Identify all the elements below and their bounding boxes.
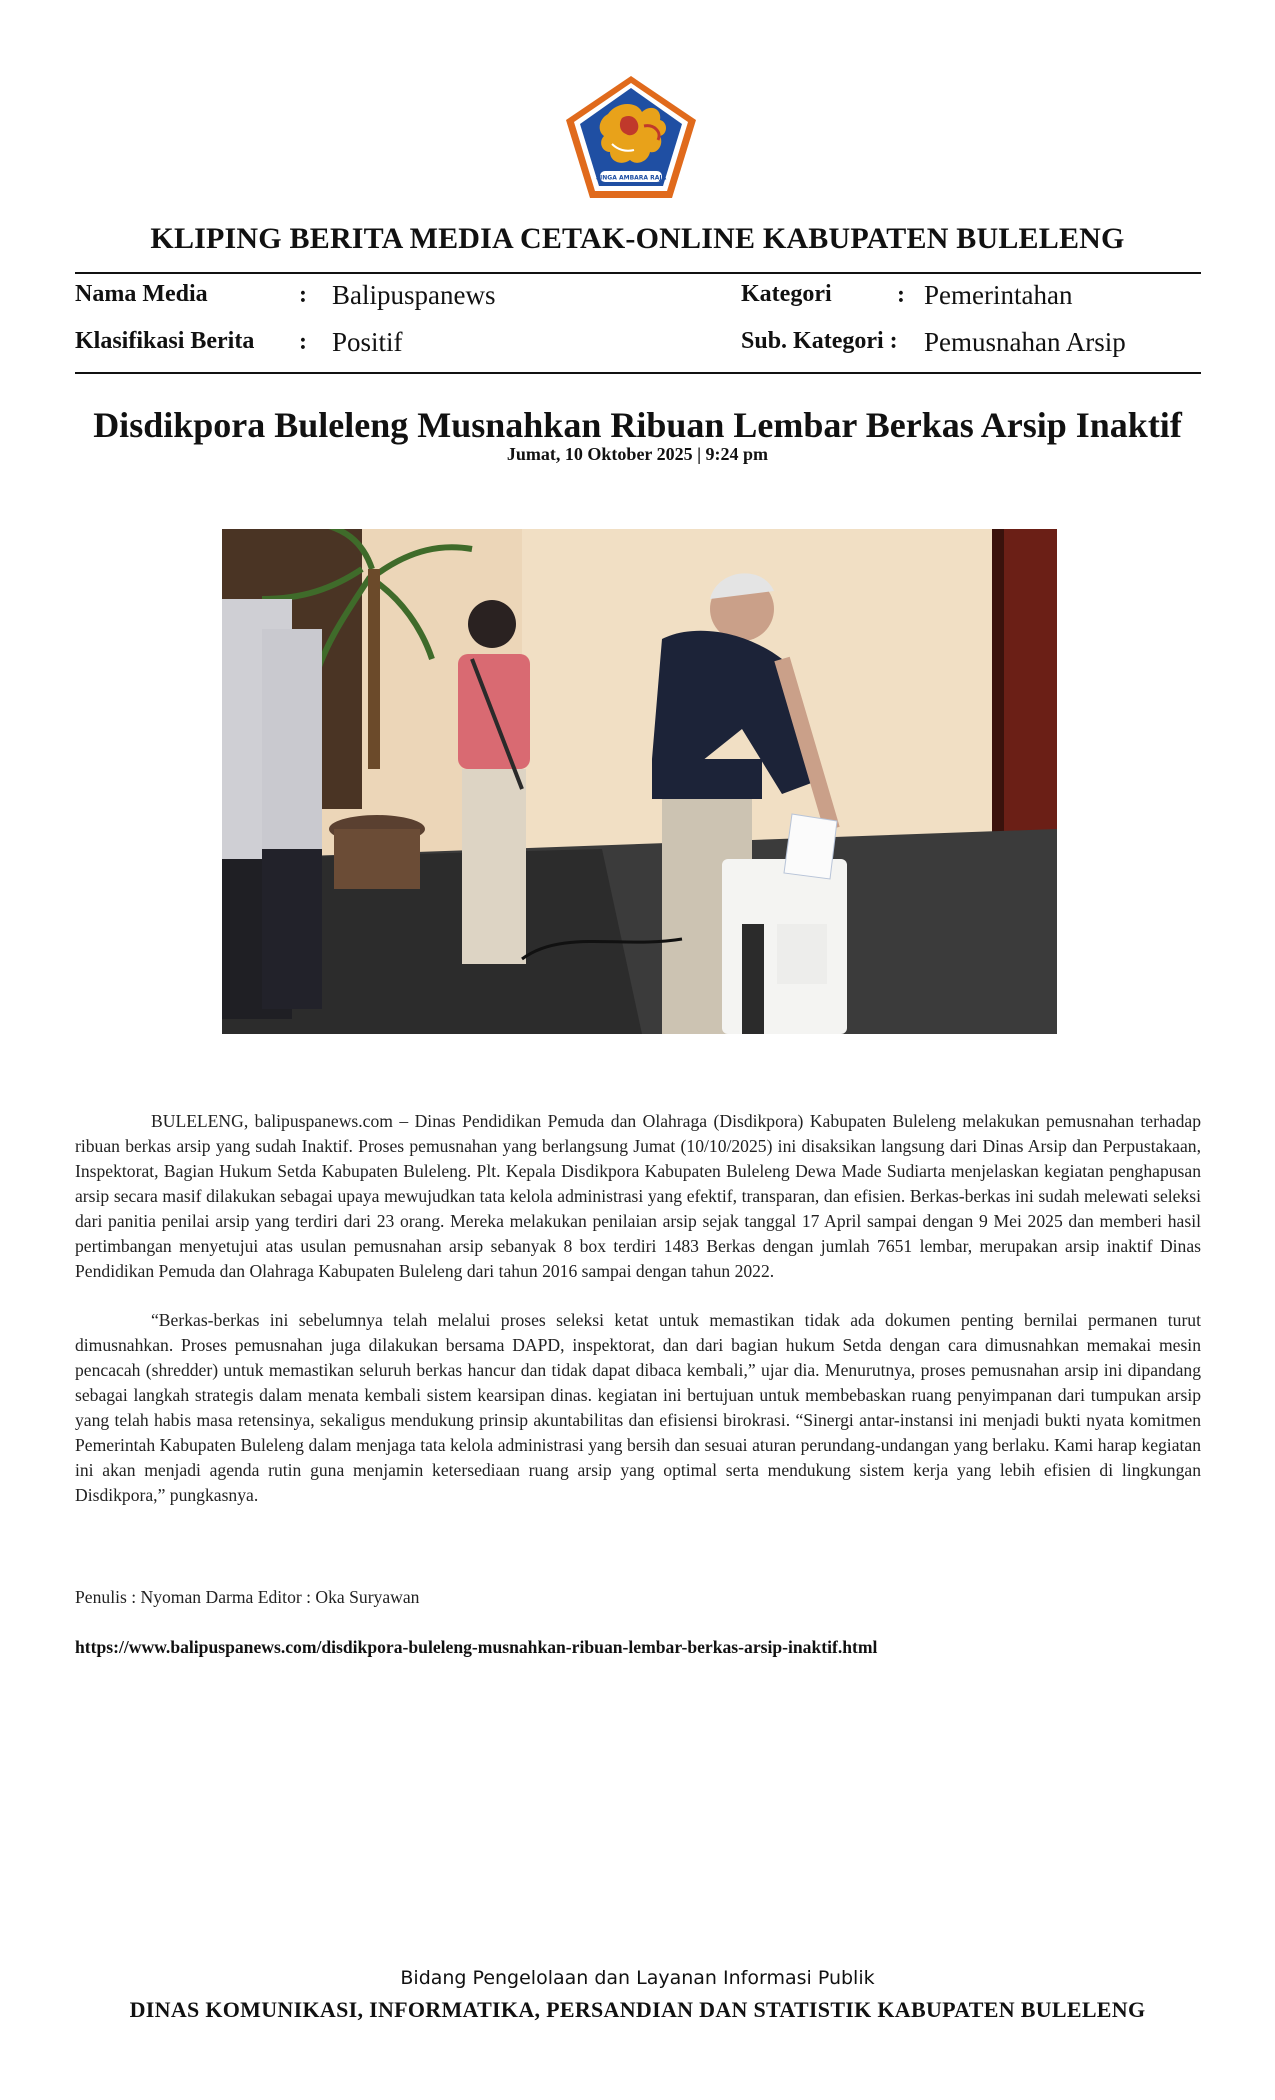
footer-agency: DINAS KOMUNIKASI, INFORMATIKA, PERSANDIAN DAN STATISTIK KABUPATEN BULELENG — [129, 1997, 1146, 2022]
document-shredding-scene — [222, 529, 1057, 1034]
kabupaten-buleleng-logo — [564, 74, 698, 200]
kategori-colon: : — [897, 282, 905, 308]
article-body — [75, 1109, 1201, 1532]
klasifikasi-label: Klasifikasi Berita — [75, 328, 255, 354]
sub-kategori-label: Sub. Kategori : — [741, 328, 898, 354]
klasifikasi-value: Positif — [332, 327, 403, 357]
kliping-title: KLIPING BERITA MEDIA CETAK-ONLINE KABUPATEN BULELENG — [150, 222, 1125, 255]
sub-kategori-value: Pemusnahan Arsip — [924, 327, 1126, 357]
article-credits: Penulis : Nyoman Darma Editor : Oka Suryawan — [75, 1587, 420, 1607]
article-paragraph-1: BULELENG, balipuspanews.com – Dinas Pendidikan Pemuda dan Olahraga (Disdikpora) Kabupaten Buleleng melakukan pemusnahan terhadap ribuan berkas arsip yang sudah Inaktif. Proses pemusnahan yang berlangsung Jumat (10/10/2025) ini disaksikan langsung dari Dinas Arsip dan Perpustakaan, Inspektorat, Bagian Hukum Setda Kabupaten Buleleng. Plt. Kepala Disdikpora Kabupaten Buleleng Dewa Made Sudiarta menjelaskan kegiatan penghapusan arsip secara masif dilakukan sebagai upaya mewujudkan tata kelola administrasi yang efektif, transparan, dan efisien. Berkas-berkas ini sudah melewati seleksi dari panitia penilai arsip yang terdiri dari 23 orang. Mereka melakukan penilaian arsip sejak tanggal 17 April sampai dengan 9 Mei 2025 dan memberi hasil pertimbangan menyetujui atas usulan pemusnahan arsip sebanyak 8 box terdiri 1483 Berkas dengan jumlah 7651 lembar, merupakan arsip inaktif Dinas Pendidikan Pemuda dan Olahraga Kabupaten Buleleng dari tahun 2016 sampai dengan tahun 2022. — [75, 1111, 1201, 1281]
singa-ambara-raja-emblem-icon — [564, 74, 698, 200]
divider-bottom — [75, 372, 1201, 374]
article-paragraph-2: “Berkas-berkas ini sebelumnya telah melalui proses seleksi ketat untuk memastikan tidak ada dokumen penting bernilai permanen turut dimusnahkan. Proses pemusnahan juga dilakukan bersama DAPD, inspektorat, dan dari bagian hukum Setda dengan cara dimusnahkan memakai mesin pencacah (shredder) untuk memastikan seluruh berkas hancur dan tidak dapat dibaca kembali,” ujar dia. Menurutnya, proses pemusnahan arsip ini dipandang sebagai langkah strategis dalam menata kembali sistem kearsipan dinas. kegiatan ini bertujuan untuk membebaskan ruang penyimpanan dari tumpukan arsip yang telah habis masa retensinya, sekaligus mendukung prinsip akuntabilitas dan efisiensi birokrasi. “Sinergi antar-instansi ini menjadi bukti nyata komitmen Pemerintah Kabupaten Buleleng dalam menjaga tata kelola administrasi yang bersih dan sesuai aturan perundang-undangan yang berlaku. Kami harap kegiatan ini akan menjadi agenda rutin guna menjamin ketersediaan ruang arsip yang optimal serta mendukung sistem kerja yang lebih efisien di lingkungan Disdikpora,” pungkasnya. — [75, 1310, 1201, 1505]
article-dateline: Jumat, 10 Oktober 2025 | 9:24 pm — [506, 444, 769, 464]
logo-motto: SINGA AMBARA RAJA — [595, 174, 667, 182]
nama-media-value: Balipuspanews — [332, 280, 496, 310]
nama-media-label: Nama Media — [75, 281, 208, 307]
kategori-value: Pemerintahan — [924, 280, 1073, 310]
article-photo — [222, 529, 1057, 1034]
article-headline: Disdikpora Buleleng Musnahkan Ribuan Lembar Berkas Arsip Inaktif — [93, 405, 1182, 445]
footer-department: Bidang Pengelolaan dan Layanan Informasi Publik — [400, 1967, 875, 1989]
klasifikasi-colon: : — [299, 329, 307, 355]
nama-media-colon: : — [299, 282, 307, 308]
divider-top — [75, 272, 1201, 274]
kategori-label: Kategori — [741, 281, 832, 307]
article-source-url[interactable]: https://www.balipuspanews.com/disdikpora-buleleng-musnahkan-ribuan-lembar-berkas-arsip-inaktif.html — [75, 1637, 878, 1657]
